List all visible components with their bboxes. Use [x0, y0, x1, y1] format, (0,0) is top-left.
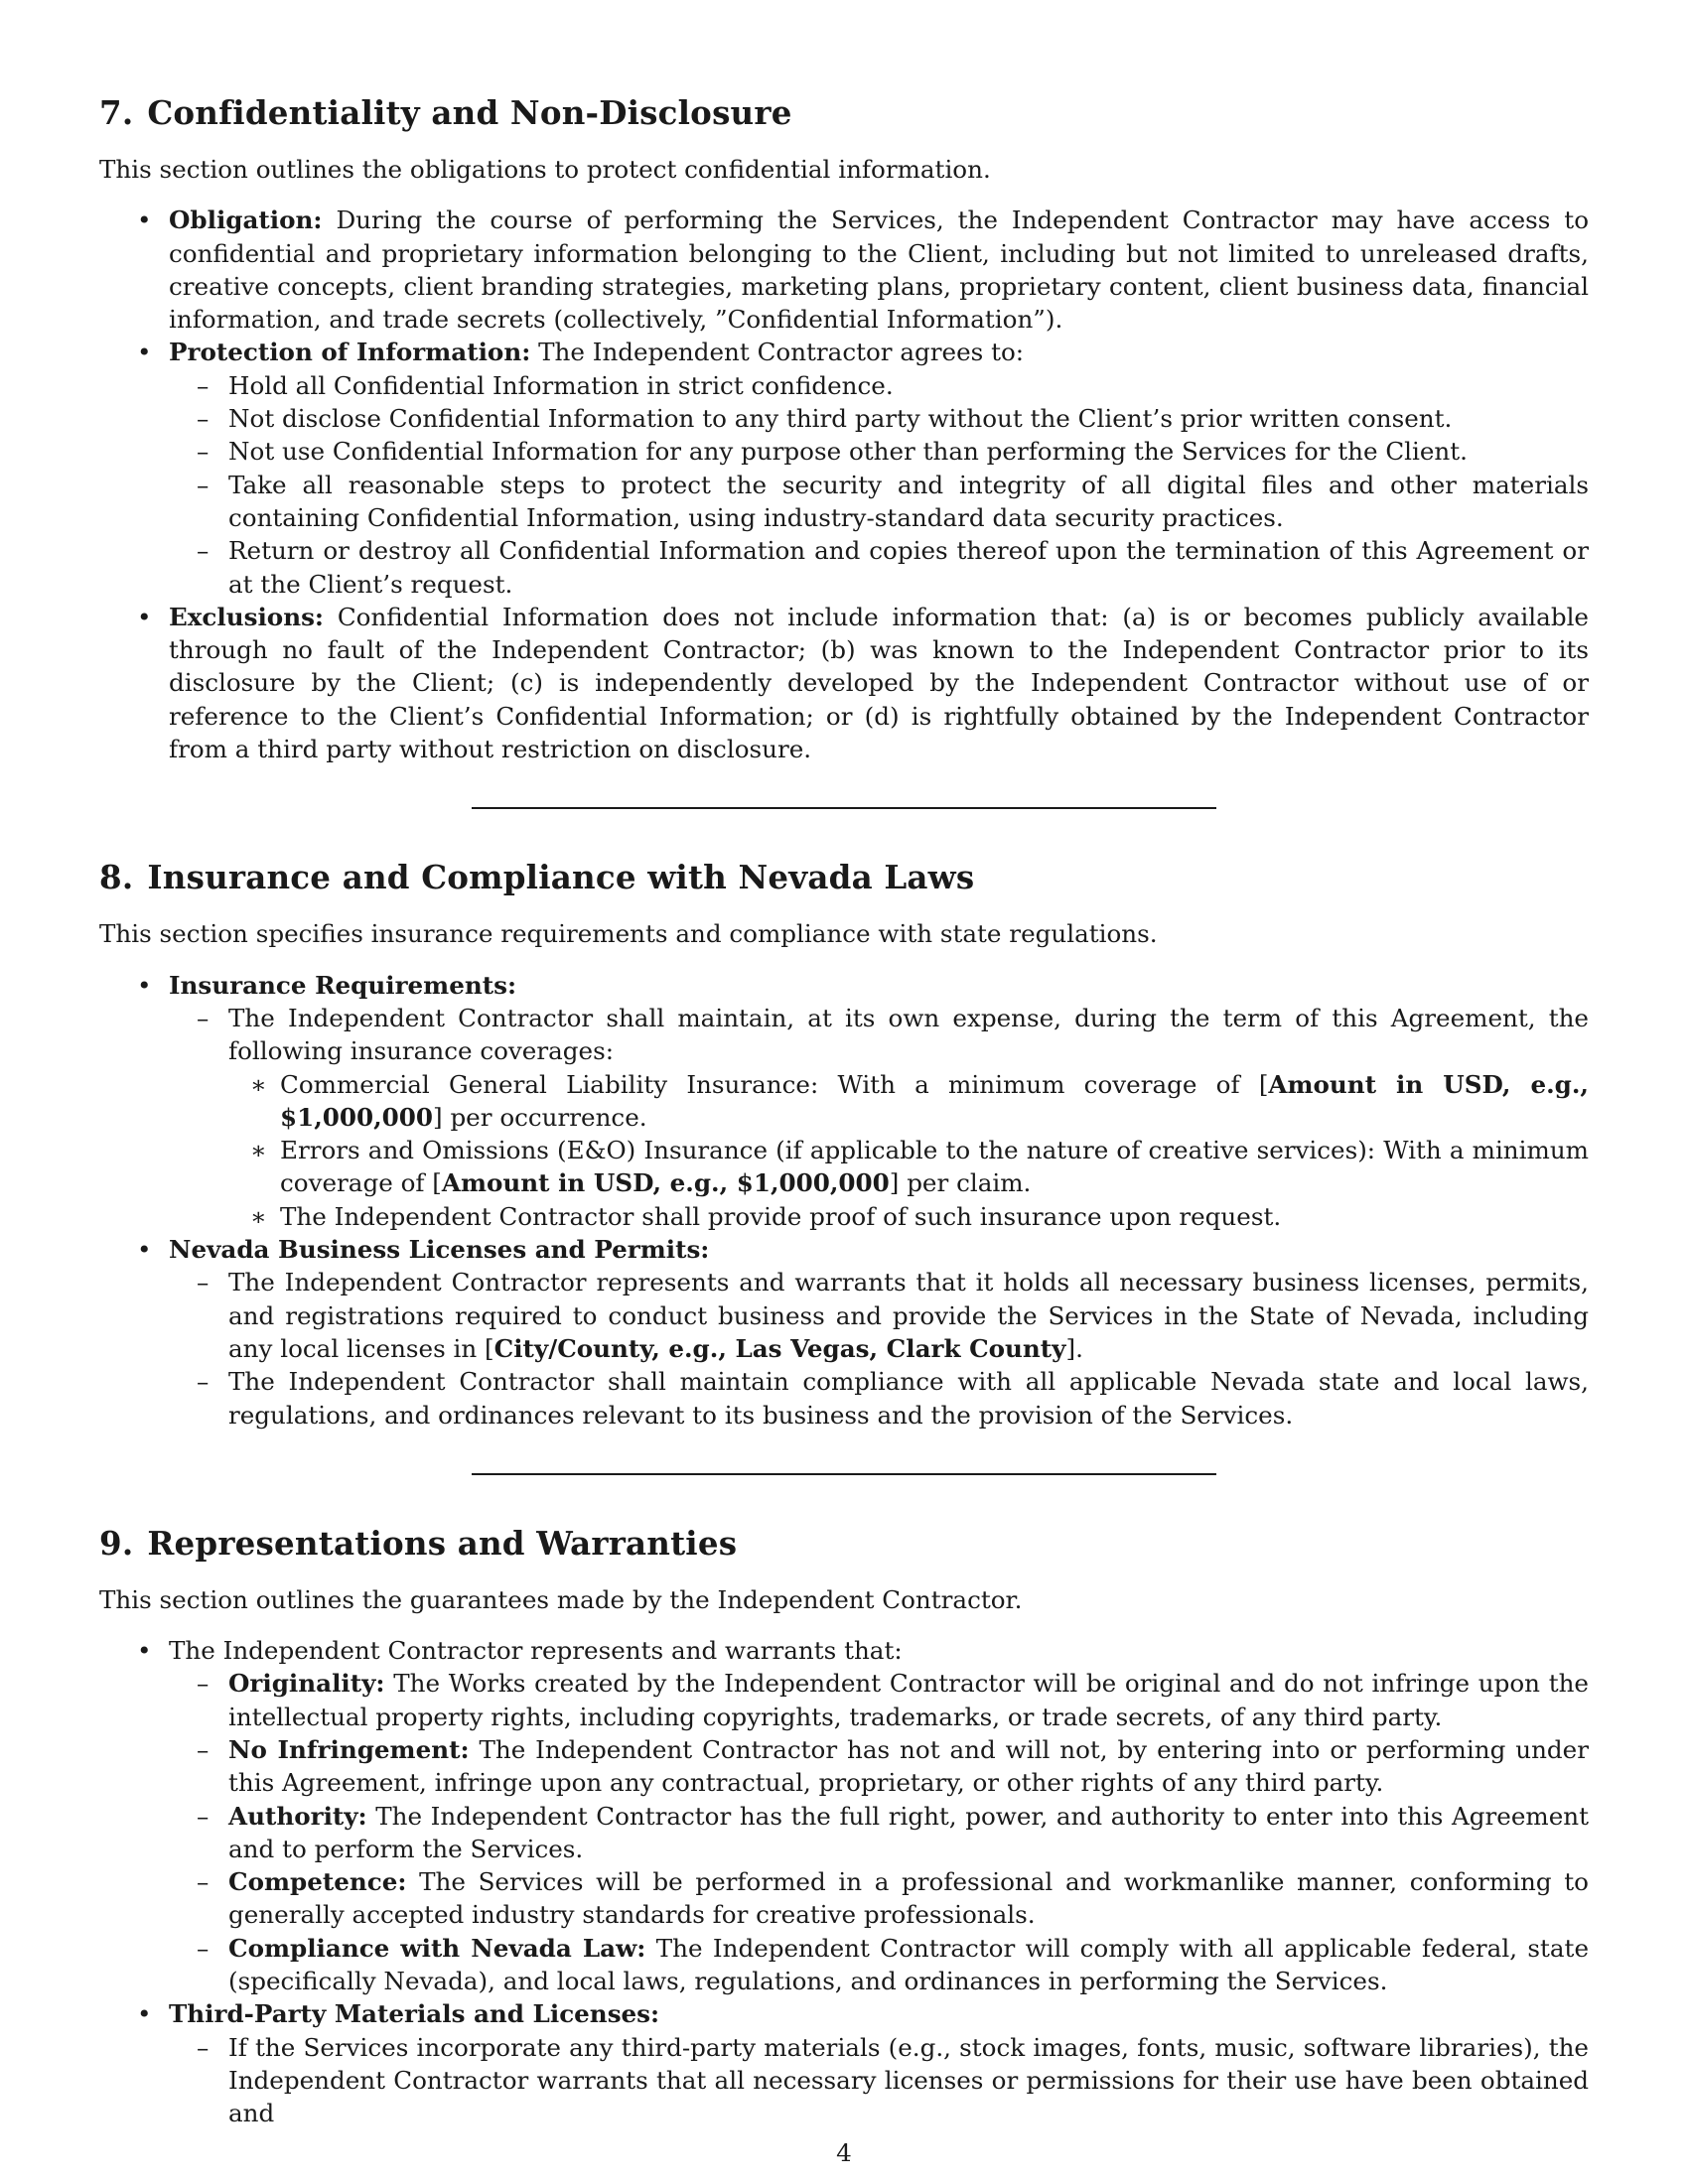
dash-icon: –	[197, 1933, 210, 1963]
page-content	[99, 87, 1589, 2130]
sub-item: – Not disclose Confidential Information to any third party without the Client’s prior written consent.	[99, 402, 1589, 435]
sub-sub-list	[228, 1068, 1589, 1233]
list-item-licenses	[99, 1233, 1589, 1432]
list-item-protection	[99, 336, 1589, 600]
sub-item: – Hold all Confidential Information in strict confidence.	[99, 369, 1589, 402]
asterisk-icon: ∗	[250, 1201, 267, 1231]
bullet-icon: •	[137, 602, 152, 631]
section-number: 8.	[99, 858, 134, 897]
bullet-icon: •	[137, 1636, 152, 1666]
item-text: The Independent Contractor agrees to:	[538, 338, 1025, 367]
dash-icon: –	[197, 470, 210, 499]
section-title: Insurance and Compliance with Nevada Laws	[147, 858, 975, 897]
section-number: 7.	[99, 93, 134, 132]
item-label: Obligation:	[169, 205, 323, 235]
dash-icon: –	[197, 1669, 210, 1699]
bullet-icon: •	[137, 1235, 152, 1265]
sub-sub-item: ∗ Commercial General Liability Insurance: With a minimum coverage of [Amount in USD, e.g., $1,000,000] per occurrence.	[250, 1069, 1589, 1132]
sub-list	[169, 1266, 1589, 1431]
section-intro: This section outlines the guarantees made by the Independent Contractor.	[99, 1584, 1023, 1614]
dash-icon: –	[197, 404, 210, 434]
list-item-exclusions	[99, 601, 1589, 765]
section-title: Confidentiality and Non-Disclosure	[147, 93, 792, 132]
dash-icon: –	[197, 1003, 210, 1032]
bullet-icon: •	[137, 970, 152, 1000]
list-item-insurance	[99, 969, 1589, 1233]
item-text: Confidential Information does not include information that: (a) is or becomes publicly available through no fault of the Independent Contractor; (b) was known to the Independent Contractor prior to its disclosure by the Client; (c) is independently developed by the Independent Contractor without use of or reference to the Client’s Confidential Information; or (d) is rightfully obtained by the Independent Contractor from a third party without restriction on disclosure.	[169, 602, 1589, 764]
item-label: Exclusions:	[169, 602, 325, 631]
bullet-icon: •	[137, 205, 152, 235]
dash-icon: –	[197, 1734, 210, 1764]
dash-icon: –	[197, 437, 210, 467]
section-intro: This section specifies insurance requirements and compliance with state regulations.	[99, 919, 1158, 949]
sub-sub-item: ∗ Errors and Omissions (E&O) Insurance (if applicable to the nature of creative services): With a minimum coverage of [Amount in USD, e.g., $1,000,000] per claim.	[250, 1136, 1589, 1198]
item-label: Protection of Information:	[169, 338, 531, 367]
section-heading	[99, 87, 1589, 139]
list-item-warranties: • The Independent Contractor represents and warrants that: – Originality: The Works created by the Independent Contractor will be original and do not infringe upon the intellectual property rights, including copyrights, trademarks, or trade secrets, of any third party. – No Infringement: The Independent Contractor has not and will not, by entering into or performing under this Agreement, infringe upon any contractual, proprietary, or other rights of any third party. – Authority: The Independent Contractor has the full right, power, and authority to enter into this Agreement and to perform the Services. – Competence: The Services will be performed in a professional and workmanlike manner, conforming to generally accepted industry standards for creative professionals. – Compliance with Nevada Law: The Independent Contractor will comply with all applicable federal, state (specifically Nevada), and local laws, regulations, and ordinances in performing the Services.	[99, 1634, 1589, 1997]
bullet-list	[99, 1634, 1589, 2129]
bullet-icon: •	[137, 338, 152, 367]
list-item-third-party	[99, 1997, 1589, 2129]
asterisk-icon: ∗	[250, 1136, 267, 1165]
sub-item: – No Infringement: The Independent Contractor has not and will not, by entering into or performing under this Agreement, infringe upon any contractual, proprietary, or other rights of any third party.	[197, 1734, 1589, 1798]
dash-icon: –	[197, 1867, 210, 1897]
bullet-icon: •	[137, 1999, 152, 2029]
dash-icon: –	[197, 370, 210, 400]
section-insurance	[99, 852, 1589, 1431]
dash-icon: –	[197, 1367, 210, 1397]
sub-item: – Competence: The Services will be performed in a professional and workmanlike manner, conforming to generally accepted industry standards for creative professionals.	[197, 1867, 1589, 1930]
item-label: Third-Party Materials and Licenses:	[169, 1999, 660, 2029]
section-number: 9.	[99, 1523, 134, 1563]
dash-icon: –	[197, 2032, 210, 2062]
dash-icon: –	[197, 1268, 210, 1297]
sub-item: – Return or destroy all Confidential Information and copies thereof upon the termination of this Agreement or at the Client’s request.	[197, 536, 1589, 599]
sub-item: – If the Services incorporate any third-party materials (e.g., stock images, fonts, music, software libraries), the Independent Contractor warrants that all necessary licenses or permissions for their use have been obtained and	[197, 2032, 1589, 2128]
section-title: Representations and Warranties	[147, 1523, 738, 1563]
page-number: 4	[836, 2138, 852, 2167]
sub-item: – Authority: The Independent Contractor has the full right, power, and authority to enter into this Agreement and to perform the Services.	[197, 1801, 1589, 1863]
dash-icon: –	[197, 1801, 210, 1831]
sub-list	[169, 1002, 1589, 1233]
asterisk-icon: ∗	[250, 1069, 267, 1099]
section-representations	[99, 1518, 1589, 2130]
sub-list	[169, 1667, 1589, 1997]
item-label: Nevada Business Licenses and Permits:	[169, 1235, 710, 1265]
section-heading	[99, 1518, 1589, 1570]
sub-item: – The Independent Contractor shall maintain, at its own expense, during the term of this Agreement, the following insurance coverages: ∗ Commercial General Liability Insurance: With a minimum coverage of [Amount in USD, e.g., $1,000,000] per occurrence. ∗ Errors and Omissions (E&O) Insurance (if applicable to the nature of creative services): With a minimum coverage of [Amount in USD, e.g., $1,000,000] per claim. ∗ The Independent Contractor shall provide proof of such insurance upon request.	[99, 1002, 1589, 1233]
sub-item: – Compliance with Nevada Law: The Independent Contractor will comply with all applicable federal, state (specifically Nevada), and local laws, regulations, and ordinances in performing the Services.	[197, 1933, 1589, 1996]
item-label: Insurance Requirements:	[169, 970, 517, 1000]
dash-icon: –	[197, 536, 210, 566]
section-confidentiality	[99, 87, 1589, 765]
section-intro: This section outlines the obligations to protect confidential information.	[99, 155, 991, 184]
sub-item: – Take all reasonable steps to protect the security and integrity of all digital files and other materials containing Confidential Information, using industry-standard data security practices.	[197, 470, 1589, 532]
section-divider	[472, 1473, 1216, 1475]
sub-item: – The Independent Contractor shall maintain compliance with all applicable Nevada state and local laws, regulations, and ordinances relevant to its business and the provision of the Services.	[197, 1367, 1589, 1430]
item-text: During the course of performing the Services, the Independent Contractor may have access to confidential and proprietary information belonging to the Client, including but not limited to unreleased drafts, creative concepts, client branding strategies, marketing plans, proprietary content, client business data, financial information, and trade secrets (collectively, ”Confidential Information”).	[169, 205, 1589, 335]
list-item-obligation	[99, 204, 1589, 336]
sub-sub-item: ∗ The Independent Contractor shall provide proof of such insurance upon request.	[99, 1200, 1589, 1233]
sub-item: – Originality: The Works created by the Independent Contractor will be original and do not infringe upon the intellectual property rights, including copyrights, trademarks, or trade secrets, of any third party.	[197, 1669, 1589, 1731]
sub-item: – The Independent Contractor represents and warrants that it holds all necessary business licenses, permits, and registrations required to conduct business and provide the Services in the State of Nevada, including any local licenses in [City/County, e.g., Las Vegas, Clark County].	[197, 1268, 1589, 1363]
sub-list	[169, 2031, 1589, 2130]
section-divider	[472, 807, 1216, 809]
section-heading	[99, 852, 1589, 903]
bullet-list	[99, 204, 1589, 765]
bullet-list	[99, 969, 1589, 1432]
sub-list	[169, 369, 1589, 601]
sub-item: – Not use Confidential Information for any purpose other than performing the Services for the Client.	[99, 435, 1589, 468]
